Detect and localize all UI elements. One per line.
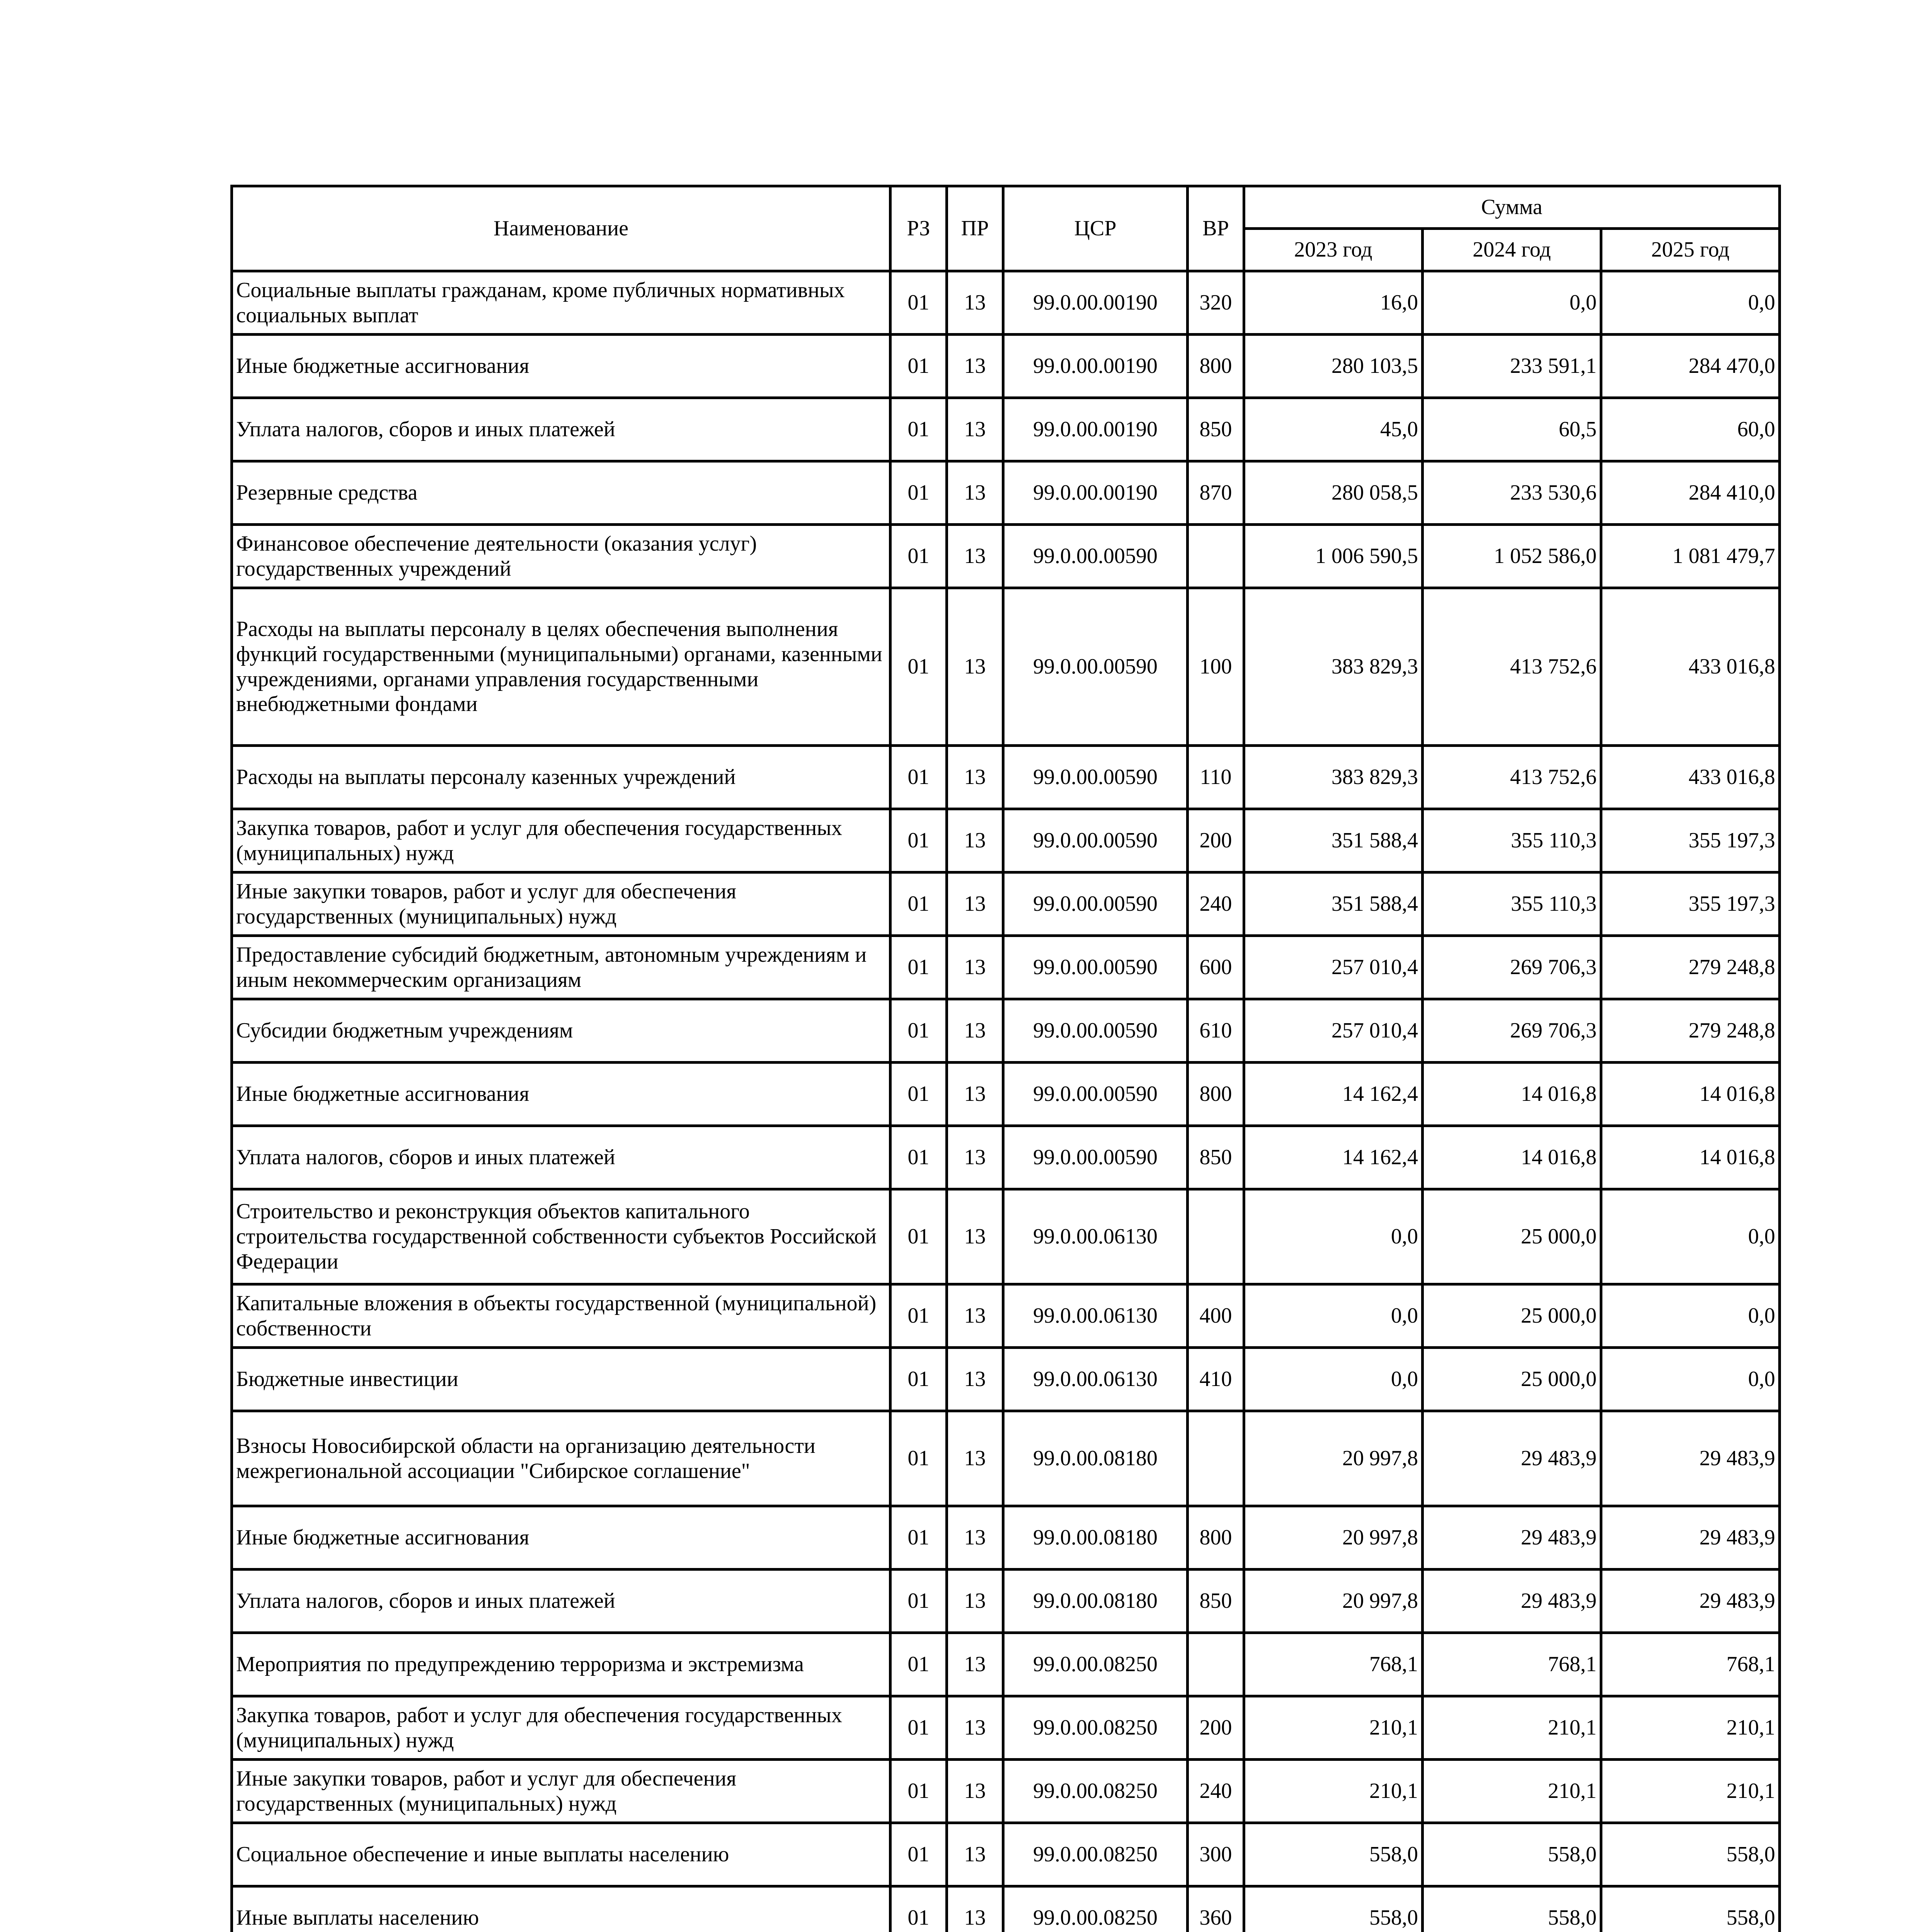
cell-amount-2024: 0,0 [1423, 271, 1601, 335]
cell-csr: 99.0.00.06130 [1003, 1189, 1188, 1284]
cell-pr: 13 [947, 1633, 1003, 1696]
cell-csr: 99.0.00.00590 [1003, 1063, 1188, 1126]
cell-csr: 99.0.00.08180 [1003, 1570, 1188, 1633]
cell-rz: 01 [890, 809, 947, 872]
cell-name: Мероприятия по предупреждению терроризма и экстремизма [232, 1633, 890, 1696]
cell-rz: 01 [890, 525, 947, 588]
cell-pr: 13 [947, 1411, 1003, 1506]
cell-csr: 99.0.00.00590 [1003, 588, 1188, 746]
cell-pr: 13 [947, 1760, 1003, 1823]
cell-pr: 13 [947, 1126, 1003, 1189]
table-row [232, 1760, 1780, 1823]
cell-amount-2025: 0,0 [1601, 1348, 1780, 1411]
cell-rz: 01 [890, 398, 947, 461]
cell-amount-2024: 355 110,3 [1423, 809, 1601, 872]
cell-csr: 99.0.00.00190 [1003, 398, 1188, 461]
cell-amount-2023: 0,0 [1244, 1284, 1423, 1348]
cell-pr: 13 [947, 271, 1003, 335]
cell-vr: 410 [1188, 1348, 1244, 1411]
cell-name: Закупка товаров, работ и услуг для обеспечения государственных (муниципальных) нужд [232, 1696, 890, 1760]
cell-amount-2024: 29 483,9 [1423, 1411, 1601, 1506]
cell-csr: 99.0.00.00590 [1003, 936, 1188, 999]
cell-name: Бюджетные инвестиции [232, 1348, 890, 1411]
cell-amount-2025: 0,0 [1601, 271, 1780, 335]
table-row [232, 335, 1780, 398]
cell-rz: 01 [890, 1696, 947, 1760]
cell-vr: 610 [1188, 999, 1244, 1063]
header-sum: Сумма [1244, 186, 1780, 229]
cell-csr: 99.0.00.06130 [1003, 1348, 1188, 1411]
cell-vr: 360 [1188, 1886, 1244, 1932]
cell-rz: 01 [890, 1189, 947, 1284]
cell-amount-2024: 25 000,0 [1423, 1348, 1601, 1411]
cell-amount-2024: 269 706,3 [1423, 999, 1601, 1063]
cell-amount-2024: 233 591,1 [1423, 335, 1601, 398]
table-row [232, 1506, 1780, 1570]
cell-pr: 13 [947, 936, 1003, 999]
cell-amount-2023: 383 829,3 [1244, 588, 1423, 746]
cell-amount-2024: 29 483,9 [1423, 1570, 1601, 1633]
cell-amount-2023: 351 588,4 [1244, 872, 1423, 936]
cell-name: Уплата налогов, сборов и иных платежей [232, 1126, 890, 1189]
cell-pr: 13 [947, 746, 1003, 809]
table-row [232, 872, 1780, 936]
table-row [232, 1411, 1780, 1506]
cell-amount-2025: 355 197,3 [1601, 809, 1780, 872]
cell-amount-2025: 29 483,9 [1601, 1411, 1780, 1506]
cell-rz: 01 [890, 588, 947, 746]
cell-vr: 200 [1188, 1696, 1244, 1760]
cell-rz: 01 [890, 335, 947, 398]
cell-pr: 13 [947, 461, 1003, 525]
cell-amount-2024: 768,1 [1423, 1633, 1601, 1696]
cell-pr: 13 [947, 872, 1003, 936]
cell-amount-2024: 60,5 [1423, 398, 1601, 461]
cell-amount-2023: 280 058,5 [1244, 461, 1423, 525]
cell-rz: 01 [890, 1506, 947, 1570]
cell-csr: 99.0.00.00590 [1003, 525, 1188, 588]
cell-pr: 13 [947, 1506, 1003, 1570]
table-row [232, 461, 1780, 525]
cell-amount-2024: 210,1 [1423, 1760, 1601, 1823]
cell-amount-2023: 14 162,4 [1244, 1126, 1423, 1189]
table-row [232, 588, 1780, 746]
cell-amount-2025: 29 483,9 [1601, 1570, 1780, 1633]
cell-csr: 99.0.00.08250 [1003, 1696, 1188, 1760]
cell-pr: 13 [947, 1063, 1003, 1126]
table-row [232, 1823, 1780, 1886]
cell-csr: 99.0.00.08250 [1003, 1760, 1188, 1823]
cell-name: Иные выплаты населению [232, 1886, 890, 1932]
cell-amount-2025: 558,0 [1601, 1823, 1780, 1886]
cell-amount-2024: 558,0 [1423, 1823, 1601, 1886]
cell-pr: 13 [947, 1348, 1003, 1411]
cell-csr: 99.0.00.00190 [1003, 461, 1188, 525]
cell-amount-2025: 279 248,8 [1601, 936, 1780, 999]
cell-vr: 600 [1188, 936, 1244, 999]
cell-amount-2025: 0,0 [1601, 1189, 1780, 1284]
cell-pr: 13 [947, 588, 1003, 746]
cell-amount-2025: 14 016,8 [1601, 1063, 1780, 1126]
cell-amount-2024: 558,0 [1423, 1886, 1601, 1932]
cell-amount-2025: 210,1 [1601, 1696, 1780, 1760]
cell-name: Взносы Новосибирской области на организацию деятельности межрегиональной ассоциации "Сибирское соглашение" [232, 1411, 890, 1506]
cell-rz: 01 [890, 746, 947, 809]
cell-pr: 13 [947, 1823, 1003, 1886]
cell-rz: 01 [890, 1348, 947, 1411]
cell-name: Капитальные вложения в объекты государственной (муниципальной) собственности [232, 1284, 890, 1348]
cell-vr: 300 [1188, 1823, 1244, 1886]
cell-csr: 99.0.00.08250 [1003, 1823, 1188, 1886]
table-row [232, 1063, 1780, 1126]
cell-name: Иные бюджетные ассигнования [232, 1506, 890, 1570]
cell-vr: 240 [1188, 872, 1244, 936]
cell-rz: 01 [890, 1633, 947, 1696]
cell-amount-2023: 0,0 [1244, 1348, 1423, 1411]
cell-vr: 870 [1188, 461, 1244, 525]
cell-amount-2023: 768,1 [1244, 1633, 1423, 1696]
cell-csr: 99.0.00.00190 [1003, 271, 1188, 335]
cell-rz: 01 [890, 1411, 947, 1506]
cell-amount-2025: 1 081 479,7 [1601, 525, 1780, 588]
header-vr: ВР [1188, 186, 1244, 271]
cell-vr: 400 [1188, 1284, 1244, 1348]
cell-amount-2024: 14 016,8 [1423, 1063, 1601, 1126]
cell-amount-2023: 45,0 [1244, 398, 1423, 461]
cell-rz: 01 [890, 999, 947, 1063]
cell-amount-2025: 14 016,8 [1601, 1126, 1780, 1189]
cell-csr: 99.0.00.06130 [1003, 1284, 1188, 1348]
cell-amount-2023: 558,0 [1244, 1886, 1423, 1932]
cell-vr: 800 [1188, 335, 1244, 398]
cell-vr [1188, 1411, 1244, 1506]
cell-vr: 320 [1188, 271, 1244, 335]
cell-rz: 01 [890, 1284, 947, 1348]
cell-amount-2025: 279 248,8 [1601, 999, 1780, 1063]
cell-rz: 01 [890, 1126, 947, 1189]
cell-vr: 850 [1188, 398, 1244, 461]
cell-pr: 13 [947, 1189, 1003, 1284]
cell-amount-2024: 413 752,6 [1423, 746, 1601, 809]
cell-amount-2024: 14 016,8 [1423, 1126, 1601, 1189]
table-row [232, 1633, 1780, 1696]
cell-name: Уплата налогов, сборов и иных платежей [232, 1570, 890, 1633]
cell-rz: 01 [890, 1570, 947, 1633]
cell-csr: 99.0.00.08250 [1003, 1886, 1188, 1932]
cell-name: Иные бюджетные ассигнования [232, 1063, 890, 1126]
cell-vr: 850 [1188, 1126, 1244, 1189]
cell-vr: 100 [1188, 588, 1244, 746]
cell-vr: 850 [1188, 1570, 1244, 1633]
cell-amount-2024: 355 110,3 [1423, 872, 1601, 936]
cell-amount-2023: 558,0 [1244, 1823, 1423, 1886]
cell-name: Иные бюджетные ассигнования [232, 335, 890, 398]
cell-rz: 01 [890, 271, 947, 335]
cell-rz: 01 [890, 936, 947, 999]
table-row [232, 398, 1780, 461]
cell-vr: 800 [1188, 1506, 1244, 1570]
cell-pr: 13 [947, 525, 1003, 588]
cell-amount-2023: 351 588,4 [1244, 809, 1423, 872]
cell-amount-2024: 1 052 586,0 [1423, 525, 1601, 588]
table-row [232, 1126, 1780, 1189]
cell-pr: 13 [947, 335, 1003, 398]
header-rz: РЗ [890, 186, 947, 271]
cell-name: Уплата налогов, сборов и иных платежей [232, 398, 890, 461]
cell-amount-2023: 20 997,8 [1244, 1411, 1423, 1506]
header-pr: ПР [947, 186, 1003, 271]
cell-amount-2025: 210,1 [1601, 1760, 1780, 1823]
cell-pr: 13 [947, 1570, 1003, 1633]
cell-csr: 99.0.00.08250 [1003, 1633, 1188, 1696]
cell-amount-2025: 284 410,0 [1601, 461, 1780, 525]
cell-rz: 01 [890, 461, 947, 525]
cell-name: Закупка товаров, работ и услуг для обеспечения государственных (муниципальных) нужд [232, 809, 890, 872]
header-year-2023: 2023 год [1244, 229, 1423, 271]
cell-pr: 13 [947, 1886, 1003, 1932]
cell-name: Предоставление субсидий бюджетным, автономным учреждениям и иным некоммерческим организациям [232, 936, 890, 999]
cell-amount-2025: 768,1 [1601, 1633, 1780, 1696]
cell-csr: 99.0.00.00590 [1003, 872, 1188, 936]
cell-amount-2025: 558,0 [1601, 1886, 1780, 1932]
cell-csr: 99.0.00.00190 [1003, 335, 1188, 398]
cell-amount-2023: 20 997,8 [1244, 1570, 1423, 1633]
cell-rz: 01 [890, 1886, 947, 1932]
cell-vr: 240 [1188, 1760, 1244, 1823]
cell-pr: 13 [947, 1284, 1003, 1348]
cell-amount-2024: 233 530,6 [1423, 461, 1601, 525]
cell-vr [1188, 525, 1244, 588]
table-row [232, 1284, 1780, 1348]
table-row [232, 809, 1780, 872]
cell-name: Социальные выплаты гражданам, кроме публичных нормативных социальных выплат [232, 271, 890, 335]
cell-pr: 13 [947, 398, 1003, 461]
cell-amount-2023: 14 162,4 [1244, 1063, 1423, 1126]
cell-amount-2024: 25 000,0 [1423, 1284, 1601, 1348]
cell-amount-2025: 60,0 [1601, 398, 1780, 461]
table-row [232, 271, 1780, 335]
budget-table [230, 185, 1781, 1932]
cell-amount-2023: 210,1 [1244, 1760, 1423, 1823]
cell-amount-2023: 257 010,4 [1244, 999, 1423, 1063]
cell-csr: 99.0.00.08180 [1003, 1506, 1188, 1570]
cell-name: Резервные средства [232, 461, 890, 525]
table-row [232, 1696, 1780, 1760]
table-body [232, 271, 1780, 1932]
cell-amount-2025: 0,0 [1601, 1284, 1780, 1348]
cell-name: Субсидии бюджетным учреждениям [232, 999, 890, 1063]
table-row [232, 1570, 1780, 1633]
header-csr: ЦСР [1003, 186, 1188, 271]
cell-amount-2023: 280 103,5 [1244, 335, 1423, 398]
cell-pr: 13 [947, 999, 1003, 1063]
table-row [232, 525, 1780, 588]
cell-amount-2025: 284 470,0 [1601, 335, 1780, 398]
cell-amount-2025: 433 016,8 [1601, 746, 1780, 809]
cell-amount-2023: 257 010,4 [1244, 936, 1423, 999]
cell-csr: 99.0.00.08180 [1003, 1411, 1188, 1506]
cell-name: Социальное обеспечение и иные выплаты населению [232, 1823, 890, 1886]
cell-rz: 01 [890, 1760, 947, 1823]
cell-csr: 99.0.00.00590 [1003, 809, 1188, 872]
header-year-2025: 2025 год [1601, 229, 1780, 271]
table-row [232, 936, 1780, 999]
cell-amount-2025: 355 197,3 [1601, 872, 1780, 936]
header-year-2024: 2024 год [1423, 229, 1601, 271]
cell-amount-2024: 413 752,6 [1423, 588, 1601, 746]
table-row [232, 999, 1780, 1063]
cell-amount-2023: 383 829,3 [1244, 746, 1423, 809]
cell-vr [1188, 1633, 1244, 1696]
cell-amount-2023: 16,0 [1244, 271, 1423, 335]
cell-rz: 01 [890, 1063, 947, 1126]
table-header [232, 186, 1780, 271]
cell-amount-2024: 29 483,9 [1423, 1506, 1601, 1570]
cell-pr: 13 [947, 1696, 1003, 1760]
cell-amount-2023: 210,1 [1244, 1696, 1423, 1760]
cell-amount-2023: 1 006 590,5 [1244, 525, 1423, 588]
cell-csr: 99.0.00.00590 [1003, 999, 1188, 1063]
cell-name: Финансовое обеспечение деятельности (оказания услуг) государственных учреждений [232, 525, 890, 588]
cell-amount-2025: 29 483,9 [1601, 1506, 1780, 1570]
cell-amount-2024: 269 706,3 [1423, 936, 1601, 999]
cell-name: Иные закупки товаров, работ и услуг для обеспечения государственных (муниципальных) нужд [232, 872, 890, 936]
table-row [232, 1189, 1780, 1284]
cell-vr: 800 [1188, 1063, 1244, 1126]
cell-rz: 01 [890, 872, 947, 936]
cell-pr: 13 [947, 809, 1003, 872]
table-row [232, 1348, 1780, 1411]
cell-vr: 110 [1188, 746, 1244, 809]
cell-amount-2025: 433 016,8 [1601, 588, 1780, 746]
table-row [232, 746, 1780, 809]
cell-vr: 200 [1188, 809, 1244, 872]
cell-name: Расходы на выплаты персоналу казенных учреждений [232, 746, 890, 809]
table-row [232, 1886, 1780, 1932]
cell-csr: 99.0.00.00590 [1003, 746, 1188, 809]
cell-amount-2024: 25 000,0 [1423, 1189, 1601, 1284]
header-name: Наименование [232, 186, 890, 271]
cell-rz: 01 [890, 1823, 947, 1886]
cell-name: Строительство и реконструкция объектов капитального строительства государственной собственности субъектов Российской Федерации [232, 1189, 890, 1284]
cell-amount-2023: 0,0 [1244, 1189, 1423, 1284]
cell-vr [1188, 1189, 1244, 1284]
cell-name: Расходы на выплаты персоналу в целях обеспечения выполнения функций государственными (муниципальными) органами, казенными учреждениями, органами управления государственными внебюджетными фондами [232, 588, 890, 746]
cell-amount-2024: 210,1 [1423, 1696, 1601, 1760]
cell-amount-2023: 20 997,8 [1244, 1506, 1423, 1570]
cell-csr: 99.0.00.00590 [1003, 1126, 1188, 1189]
cell-name: Иные закупки товаров, работ и услуг для обеспечения государственных (муниципальных) нужд [232, 1760, 890, 1823]
